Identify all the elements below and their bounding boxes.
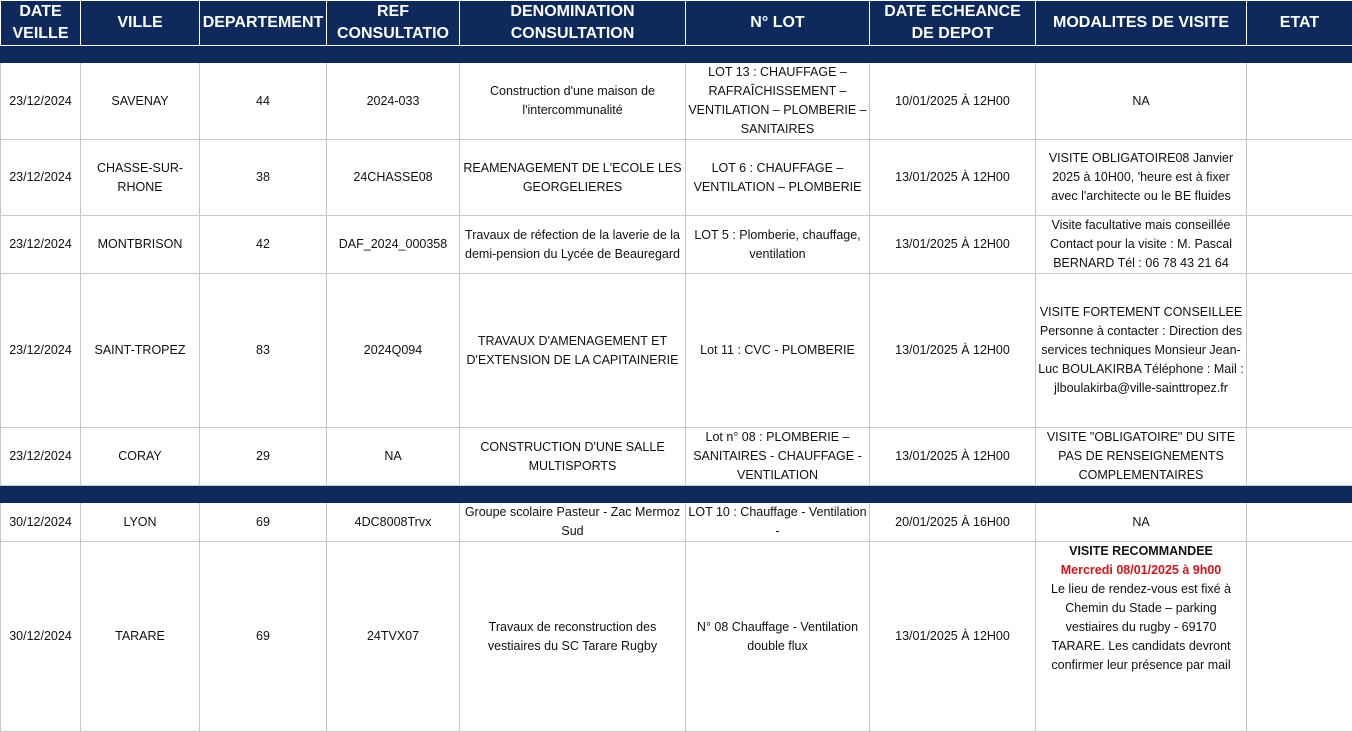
cell-etat xyxy=(1247,140,1352,216)
cell-ville: SAVENAY xyxy=(81,63,200,140)
separator-row xyxy=(1,46,1352,63)
visite-title: VISITE RECOMMANDEE xyxy=(1038,542,1244,561)
cell-denomination: TRAVAUX D'AMENAGEMENT ET D'EXTENSION DE LA CAPITAINERIE xyxy=(460,274,686,428)
visite-text: VISITE "OBLIGATOIRE" DU SITE PAS DE RENSEIGNEMENTS COMPLEMENTAIRES xyxy=(1038,428,1244,485)
table-row xyxy=(1,503,1352,542)
cell-dept: 29 xyxy=(200,428,327,486)
cell-date: 23/12/2024 xyxy=(1,274,81,428)
cell-lot: N° 08 Chauffage - Ventilation double flux xyxy=(686,542,870,732)
cell-lot: LOT 6 : CHAUFFAGE – VENTILATION – PLOMBERIE xyxy=(686,140,870,216)
header-visite: MODALITES DE VISITE xyxy=(1036,1,1247,46)
cell-denomination: Travaux de reconstruction des vestiaires du SC Tarare Rugby xyxy=(460,542,686,732)
cell-denomination xyxy=(460,503,686,542)
cell-ville: CORAY xyxy=(81,428,200,486)
cell-visite xyxy=(1036,542,1247,732)
cell-date: 23/12/2024 xyxy=(1,216,81,274)
cell-visite xyxy=(1036,216,1247,274)
cell-ref: 24CHASSE08 xyxy=(327,140,460,216)
cell-dept: 69 xyxy=(200,503,327,542)
cell-visite: NA xyxy=(1036,63,1247,140)
cell-echeance: 10/01/2025 À 12H00 xyxy=(870,63,1036,140)
table-row xyxy=(1,428,1352,486)
cell-dept: 42 xyxy=(200,216,327,274)
cell-lot: LOT 13 : CHAUFFAGE –RAFRAÎCHISSEMENT – VENTILATION – PLOMBERIE – SANITAIRES xyxy=(686,63,870,140)
cell-visite: NA xyxy=(1036,503,1247,542)
cell-ref: 2024Q094 xyxy=(327,274,460,428)
cell-denomination: Construction d'une maison de l'intercommunalité xyxy=(460,63,686,140)
cell-denomination xyxy=(460,216,686,274)
cell-visite xyxy=(1036,140,1247,216)
cell-etat xyxy=(1247,216,1352,274)
visite-text: VISITE OBLIGATOIRE08 Janvier 2025 à 10H00, 'heure est à fixer avec l'architecte ou le BE fluides xyxy=(1038,149,1244,206)
cell-echeance: 13/01/2025 À 12H00 xyxy=(870,542,1036,732)
cell-ville: LYON xyxy=(81,503,200,542)
cell-etat xyxy=(1247,274,1352,428)
cell-ville: MONTBRISON xyxy=(81,216,200,274)
cell-lot xyxy=(686,503,870,542)
cell-echeance: 20/01/2025 À 16H00 xyxy=(870,503,1036,542)
cell-echeance: 13/01/2025 À 12H00 xyxy=(870,428,1036,486)
table-row xyxy=(1,542,1352,732)
denomination-text: Travaux de réfection de la laverie de la demi-pension du Lycée de Beauregard xyxy=(462,226,683,264)
header-etat: ETAT xyxy=(1247,1,1352,46)
cell-date: 23/12/2024 xyxy=(1,63,81,140)
header-ville: VILLE xyxy=(81,1,200,46)
cell-ville: SAINT-TROPEZ xyxy=(81,274,200,428)
cell-ref: 24TVX07 xyxy=(327,542,460,732)
cell-date: 30/12/2024 xyxy=(1,503,81,542)
cell-dept: 69 xyxy=(200,542,327,732)
lot-text: Lot n° 08 : PLOMBERIE – SANITAIRES - CHAUFFAGE - VENTILATION xyxy=(688,428,867,485)
header-denomination: DENOMINATION CONSULTATION xyxy=(460,1,686,46)
cell-etat xyxy=(1247,428,1352,486)
visite-block xyxy=(1038,542,1244,675)
header-departement: DEPARTEMENT xyxy=(200,1,327,46)
cell-visite xyxy=(1036,274,1247,428)
cell-lot xyxy=(686,428,870,486)
cell-ref: 4DC8008Trvx xyxy=(327,503,460,542)
denomination-text: Groupe scolaire Pasteur - Zac Mermoz Sud xyxy=(462,503,683,541)
cell-etat xyxy=(1247,503,1352,542)
visite-date: Mercredi 08/01/2025 à 9h00 xyxy=(1038,561,1244,580)
visite-text: Visite facultative mais conseillée Contact pour la visite : M. Pascal BERNARD Tél : 06 78 43 21 64 xyxy=(1038,216,1244,273)
cell-dept: 38 xyxy=(200,140,327,216)
header-ref: REF CONSULTATIO xyxy=(327,1,460,46)
cell-ref: NA xyxy=(327,428,460,486)
visite-text: VISITE FORTEMENT CONSEILLEE Personne à contacter : Direction des services techniques Monsieur Jean-Luc BOULAKIRBA Téléphone : Mail : jlboulakirba@ville-sainttropez.fr xyxy=(1038,303,1244,398)
cell-lot: LOT 5 : Plomberie, chauffage, ventilation xyxy=(686,216,870,274)
cell-date: 30/12/2024 xyxy=(1,542,81,732)
cell-lot: Lot 11 : CVC - PLOMBERIE xyxy=(686,274,870,428)
cell-visite xyxy=(1036,428,1247,486)
cell-denomination: CONSTRUCTION D'UNE SALLE MULTISPORTS xyxy=(460,428,686,486)
table-row xyxy=(1,216,1352,274)
cell-denomination: REAMENAGEMENT DE L'ECOLE LES GEORGELIERES xyxy=(460,140,686,216)
header-lot: N° LOT xyxy=(686,1,870,46)
table-row xyxy=(1,63,1352,140)
table-row xyxy=(1,140,1352,216)
cell-etat xyxy=(1247,63,1352,140)
lot-text: LOT 10 : Chauffage - Ventilation - xyxy=(688,503,867,541)
separator-row xyxy=(1,486,1352,503)
cell-ref: 2024-033 xyxy=(327,63,460,140)
cell-ville: TARARE xyxy=(81,542,200,732)
header-date-veille: DATE VEILLE xyxy=(1,1,81,46)
cell-echeance: 13/01/2025 À 12H00 xyxy=(870,216,1036,274)
table-row xyxy=(1,274,1352,428)
header-echeance: DATE ECHEANCE DE DEPOT xyxy=(870,1,1036,46)
cell-date: 23/12/2024 xyxy=(1,428,81,486)
cell-ref: DAF_2024_000358 xyxy=(327,216,460,274)
cell-dept: 83 xyxy=(200,274,327,428)
cell-dept: 44 xyxy=(200,63,327,140)
cell-ville: CHASSE-SUR-RHONE xyxy=(81,140,200,216)
cell-echeance: 13/01/2025 À 12H00 xyxy=(870,274,1036,428)
cell-date: 23/12/2024 xyxy=(1,140,81,216)
header-row xyxy=(1,1,1352,46)
cell-etat xyxy=(1247,542,1352,732)
cell-echeance: 13/01/2025 À 12H00 xyxy=(870,140,1036,216)
visite-text: Le lieu de rendez-vous est fixé à Chemin du Stade – parking vestiaires du rugby - 69170 TARARE. Les candidats devront confirmer leur présence par mail xyxy=(1038,580,1244,675)
